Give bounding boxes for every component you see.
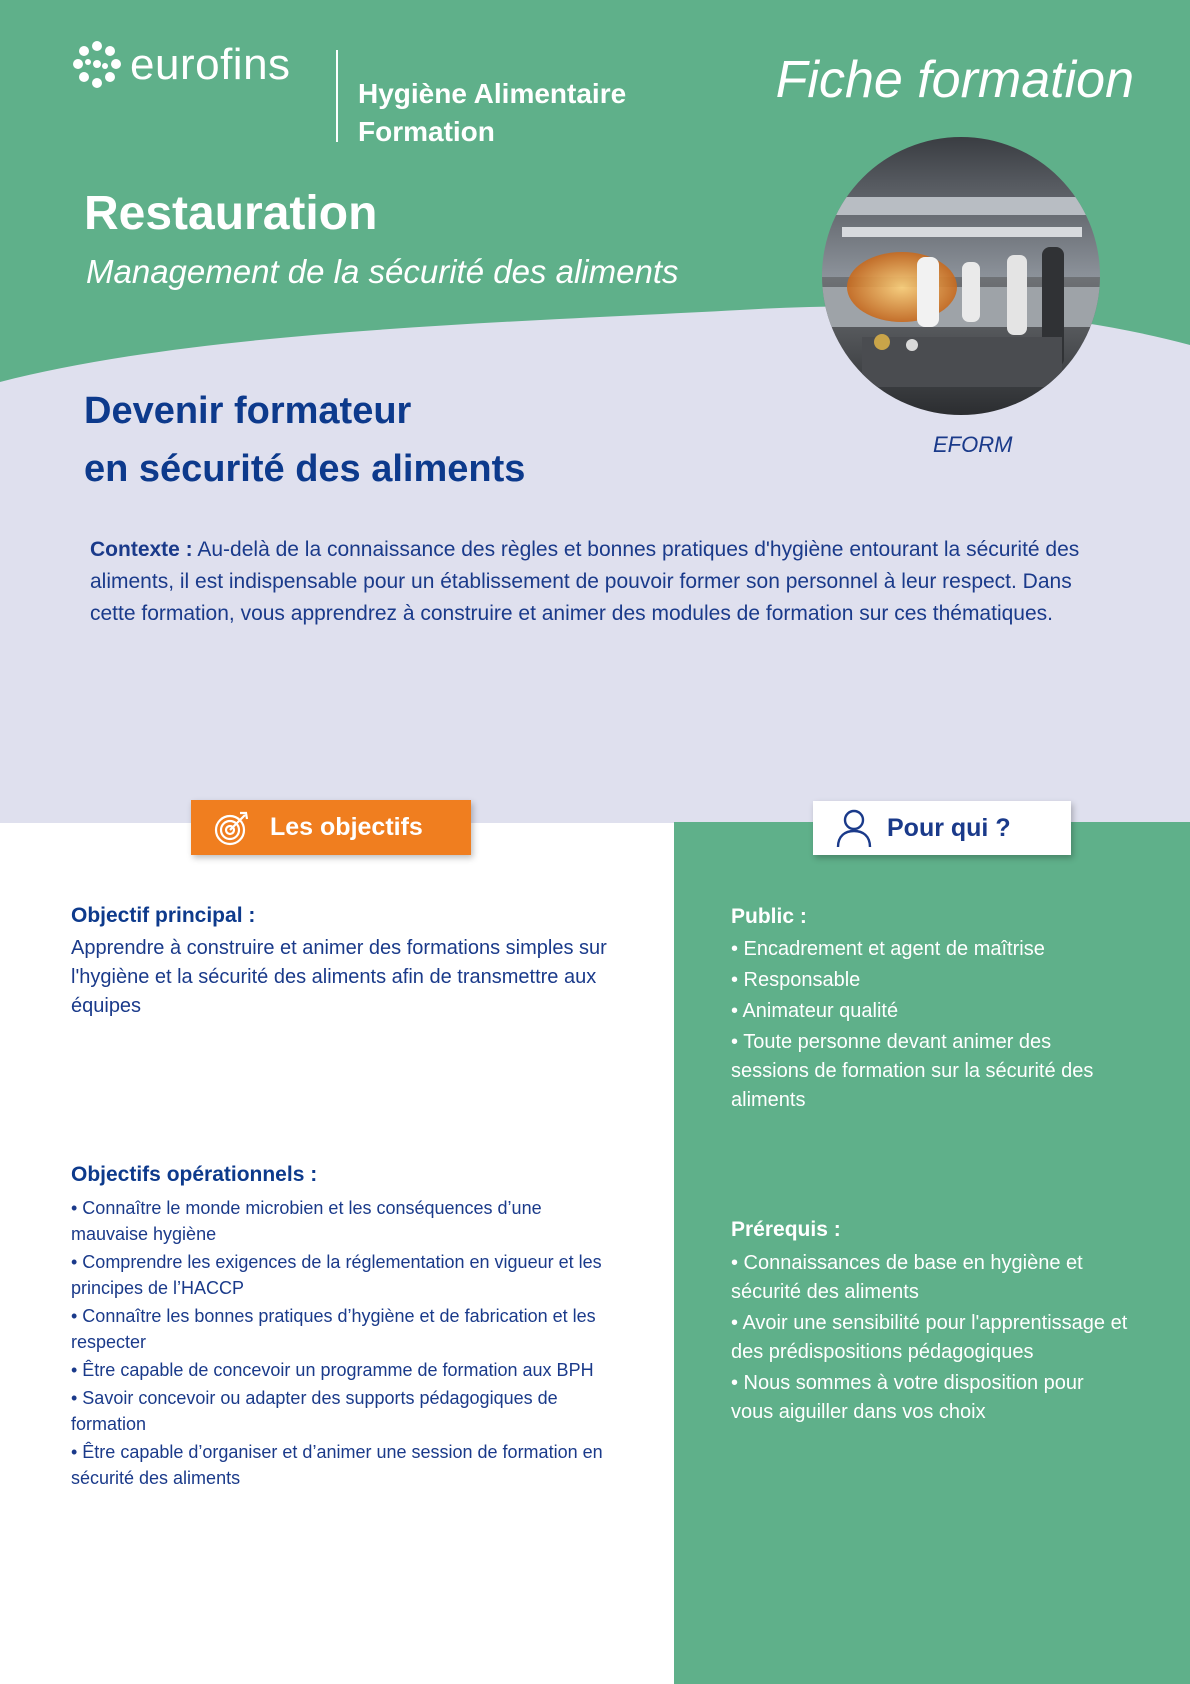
pour-qui-label: Pour qui ?: [887, 813, 1011, 842]
header-divider: [336, 50, 338, 142]
list-item: • Connaître les bonnes pratiques d’hygiène et de fabrication et les respecter: [71, 1306, 596, 1352]
objectif-principal-title: Objectif principal :: [71, 904, 256, 927]
eurofins-dots-icon: [72, 40, 122, 90]
page-title: Restauration: [84, 187, 378, 240]
kitchen-photo: [822, 137, 1100, 415]
list-item: • Toute personne devant animer des sessions de formation sur la sécurité des aliments: [731, 1031, 1094, 1111]
person-icon: [835, 807, 873, 849]
public-title: Public :: [731, 905, 807, 928]
list-item: • Savoir concevoir ou adapter des supports pédagogiques de formation: [71, 1388, 558, 1434]
list-item: • Connaissances de base en hygiène et sécurité des aliments: [731, 1252, 1083, 1303]
logo-wordmark: eurofins: [130, 40, 291, 89]
list-item: • Animateur qualité: [731, 1000, 899, 1022]
objectif-principal-text: Apprendre à construire et animer des formations simples sur l'hygiène et la sécurité des aliments afin de transmettre aux équipes: [71, 937, 607, 1017]
list-item: • Être capable d’organiser et d’animer une session de formation en sécurité des aliments: [71, 1442, 603, 1488]
eurofins-logo: [72, 40, 291, 90]
course-headline-line-1: Devenir formateur: [84, 390, 412, 432]
prerequis-title: Prérequis :: [731, 1218, 841, 1241]
context-paragraph: [90, 534, 1120, 630]
list-item: • Nous sommes à votre disposition pour vous aiguiller dans vos choix: [731, 1372, 1084, 1423]
page-subtitle: Management de la sécurité des aliments: [86, 253, 679, 290]
list-item: • Responsable: [731, 969, 861, 991]
pour-qui-section-header: [813, 801, 1071, 855]
course-headline-line-2: en sécurité des aliments: [84, 448, 526, 490]
context-label: Contexte :: [90, 538, 193, 561]
brand-line-1: Hygiène Alimentaire: [358, 78, 627, 109]
brand-line-2: Formation: [358, 116, 495, 147]
target-icon: [213, 809, 251, 847]
list-item: • Avoir une sensibilité pour l'apprentissage et des prédispositions pédagogiques: [731, 1312, 1128, 1363]
public-list: [731, 935, 1131, 1117]
prerequis-list: [731, 1249, 1131, 1429]
list-item: • Comprendre les exigences de la réglementation en vigueur et les principes de l’HACCP: [71, 1252, 602, 1298]
document-type-title: Fiche formation: [775, 51, 1134, 109]
objectifs-label: Les objectifs: [270, 813, 423, 841]
context-text: Au-delà de la connaissance des règles et bonnes pratiques d'hygiène entourant la sécurité des aliments, il est indispensable pour un établissement de pouvoir former son personnel à leur respect. Dans cette formation, vous apprendrez à construire et animer des modules de formation sur ces thématiques.: [90, 538, 1080, 625]
list-item: • Connaître le monde microbien et les conséquences d’une mauvaise hygiène: [71, 1198, 542, 1244]
list-item: • Encadrement et agent de maîtrise: [731, 938, 1045, 960]
list-item: • Être capable de concevoir un programme de formation aux BPH: [71, 1360, 594, 1380]
objectifs-section-header: [191, 800, 471, 855]
objectifs-operationnels-list: [71, 1195, 621, 1493]
objectifs-operationnels-title: Objectifs opérationnels :: [71, 1163, 318, 1186]
course-headline: [84, 382, 525, 498]
course-code: EFORM: [933, 432, 1013, 457]
